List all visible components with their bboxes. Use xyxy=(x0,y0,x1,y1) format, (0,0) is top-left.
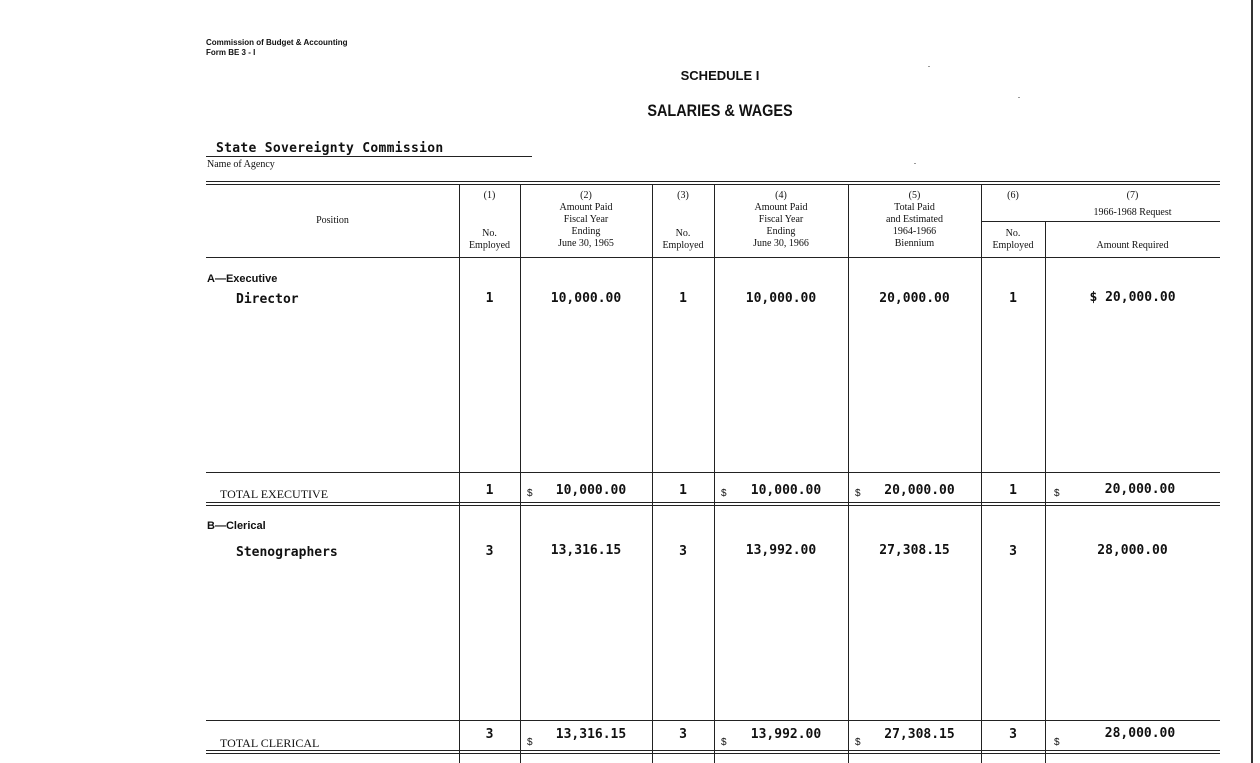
total-cell-col3: 1 xyxy=(679,483,687,498)
header-col3-label: No. Employed xyxy=(662,228,704,251)
schedule-title: SCHEDULE I xyxy=(680,68,760,83)
column-divider xyxy=(714,184,715,763)
scan-speck xyxy=(928,66,930,67)
cell-col6: 3 xyxy=(1009,544,1017,559)
total-cell-col5: 20,000.00 xyxy=(884,483,955,498)
header-col1-number: (1) xyxy=(483,190,496,201)
total-cell-col6: 1 xyxy=(1009,483,1017,498)
cell-col5: 27,308.15 xyxy=(879,543,950,558)
column-divider xyxy=(981,184,982,763)
clerical-total-bottom-rule xyxy=(206,750,1220,751)
form-id-line1: Commission of Budget & Accounting xyxy=(206,38,348,47)
agency-label: Name of Agency xyxy=(207,159,275,170)
header-col7-number: (7) xyxy=(1126,190,1139,201)
dollar-sign: $ xyxy=(1054,488,1060,499)
table-top-rule xyxy=(206,181,1220,182)
total-cell-col5: 27,308.15 xyxy=(884,727,955,742)
total-cell-col2: 13,316.15 xyxy=(555,727,627,742)
cell-col5: 20,000.00 xyxy=(879,291,950,306)
header-position: Position xyxy=(316,215,349,226)
cell-col1: 1 xyxy=(485,291,494,306)
cell-col7: 28,000.00 xyxy=(1097,543,1168,558)
cell-col4: 10,000.00 xyxy=(745,291,817,306)
clerical-total-rule xyxy=(206,720,1220,721)
cell-col7: $ 20,000.00 xyxy=(1089,290,1176,305)
cell-col1: 3 xyxy=(485,544,494,559)
header-col6-label: No. Employed xyxy=(992,228,1034,251)
total-cell-col7: 28,000.00 xyxy=(1104,726,1176,741)
total-cell-col1: 3 xyxy=(485,727,494,742)
page-edge xyxy=(1251,0,1253,763)
header-col4: (4) Amount Paid Fiscal Year Ending June 30, 1966 xyxy=(753,190,809,249)
clerical-total-bottom-rule xyxy=(206,753,1220,754)
header-col7-group: 1966-1968 Request xyxy=(1093,207,1172,218)
header-col7-label: Amount Required xyxy=(1096,240,1169,251)
exec-total-bottom-rule xyxy=(206,502,1220,503)
agency-underline xyxy=(206,156,532,157)
dollar-sign: $ xyxy=(855,488,861,499)
header-bottom-rule xyxy=(206,257,1220,258)
total-cell-col1: 1 xyxy=(485,483,494,498)
exec-total-rule xyxy=(206,472,1220,473)
total-cell-col4: 10,000.00 xyxy=(750,483,822,498)
header-col5: (5) Total Paid and Estimated 1964-1966 Biennium xyxy=(886,190,943,249)
position-director: Director xyxy=(236,292,299,307)
total-clerical-label: TOTAL CLERICAL xyxy=(220,736,320,750)
dollar-sign: $ xyxy=(527,737,533,748)
schedule-subtitle: SALARIES & WAGES xyxy=(647,101,793,120)
column-divider xyxy=(520,184,521,763)
total-cell-col2: 10,000.00 xyxy=(555,483,627,498)
total-cell-col4: 13,992.00 xyxy=(750,727,822,742)
header-col2: (2) Amount Paid Fiscal Year Ending June 30, 1965 xyxy=(558,190,614,249)
cell-col2: 13,316.15 xyxy=(550,543,622,558)
total-cell-col7: 20,000.00 xyxy=(1104,482,1176,497)
cell-col2: 10,000.00 xyxy=(550,291,622,306)
total-cell-col6: 3 xyxy=(1009,727,1017,742)
dollar-sign: $ xyxy=(527,488,533,499)
position-stenographers: Stenographers xyxy=(236,545,338,560)
form-identifier xyxy=(206,38,347,58)
header-col1-label: No. Employed xyxy=(468,228,511,251)
section-title-clerical: B—Clerical xyxy=(207,520,266,532)
form-id-line2: Form BE 3 - I xyxy=(206,48,256,57)
total-cell-col3: 3 xyxy=(679,727,687,742)
table-top-rule xyxy=(206,184,1220,185)
column-divider xyxy=(652,184,653,763)
header-col3-number: (3) xyxy=(677,190,689,201)
scan-speck xyxy=(1018,97,1020,98)
column-divider xyxy=(459,184,460,763)
section-title-executive: A—Executive xyxy=(207,273,278,285)
cell-col6: 1 xyxy=(1009,291,1017,306)
request-subheader-rule xyxy=(981,221,1220,222)
dollar-sign: $ xyxy=(855,737,861,748)
total-executive-label: TOTAL EXECUTIVE xyxy=(220,487,329,501)
dollar-sign: $ xyxy=(721,488,727,499)
scan-speck xyxy=(914,163,916,164)
exec-total-bottom-rule xyxy=(206,505,1220,506)
column-divider xyxy=(848,184,849,763)
cell-col4: 13,992.00 xyxy=(745,543,817,558)
cell-col3: 3 xyxy=(679,544,687,559)
header-col6-number: (6) xyxy=(1007,190,1019,201)
agency-name: State Sovereignty Commission xyxy=(216,141,444,156)
cell-col3: 1 xyxy=(679,291,687,306)
dollar-sign: $ xyxy=(1054,737,1060,748)
dollar-sign: $ xyxy=(721,737,727,748)
